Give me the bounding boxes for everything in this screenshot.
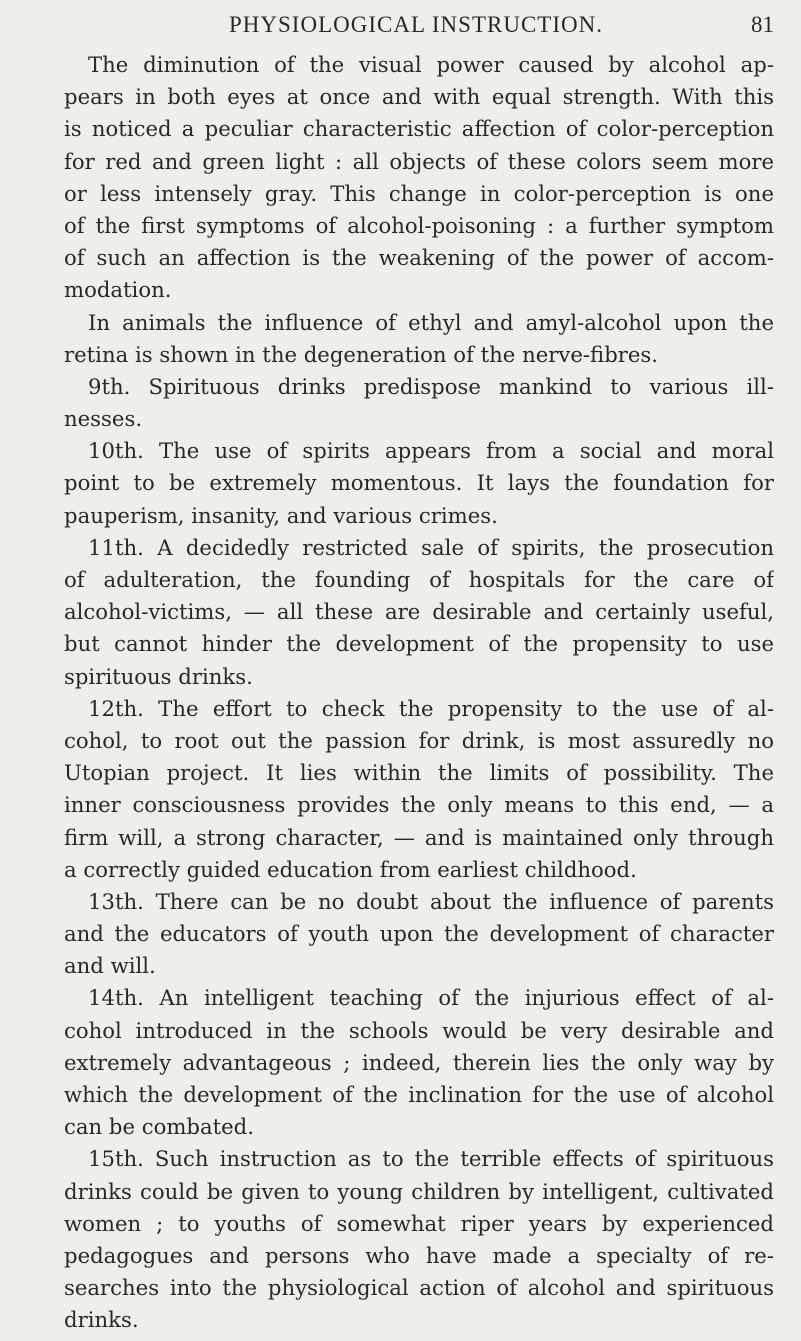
text-line: Utopian project. It lies within the limits of possibility. The: [64, 760, 774, 786]
text-line: for red and green light : all objects of these colors seem more: [64, 148, 774, 174]
text-line: cohol, to root out the passion for drink, is most assuredly no: [64, 727, 774, 753]
text-line: can be combated.: [64, 1114, 254, 1140]
body-text: [64, 49, 774, 1337]
text-line: 10th. The use of spirits appears from a social and moral: [88, 438, 774, 464]
text-line: searches into the physiological action of alcohol and spirituous: [64, 1275, 774, 1301]
text-line: 9th. Spirituous drinks predispose mankind to various ill-: [88, 373, 774, 399]
text-line: and will.: [64, 953, 156, 979]
text-line: pedagogues and persons who have made a specialty of re-: [64, 1242, 774, 1268]
text-line: or less intensely gray. This change in color-perception is one: [64, 180, 774, 206]
text-line: spirituous drinks.: [64, 663, 253, 689]
text-line: which the development of the inclination for the use of alcohol: [64, 1082, 774, 1107]
text-line: cohol introduced in the schools would be very desirable and: [64, 1017, 774, 1043]
running-head: PHYSIOLOGICAL INSTRUCTION.: [229, 12, 603, 37]
text-line: of the first symptoms of alcohol-poisoning : a further symptom: [64, 212, 774, 238]
text-line: 12th. The effort to check the propensity to the use of al-: [88, 695, 774, 721]
text-line: nesses.: [64, 406, 143, 432]
text-line: of adulteration, the founding of hospitals for the care of: [64, 567, 774, 592]
text-line: extremely advantageous ; indeed, therein lies the only way by: [64, 1049, 774, 1075]
text-line: In animals the influence of ethyl and amyl-alcohol upon the: [88, 309, 774, 335]
text-line: drinks.: [64, 1307, 139, 1333]
text-line: is noticed a peculiar characteristic affection of color-perception: [64, 116, 774, 142]
text-line: women ; to youths of somewhat riper years by experienced: [64, 1210, 774, 1236]
text-line: The diminution of the visual power caused by alcohol ap-: [88, 52, 774, 77]
text-line: modation.: [64, 277, 172, 303]
text-line: 13th. There can be no doubt about the influence of parents: [88, 888, 774, 914]
text-line: 14th. An intelligent teaching of the injurious effect of al-: [88, 985, 774, 1011]
text-line: but cannot hinder the development of the propensity to use: [64, 631, 774, 657]
text-line: inner consciousness provides the only means to this end, — a: [64, 792, 774, 818]
text-line: a correctly guided education from earliest childhood.: [64, 856, 637, 882]
text-line: alcohol-victims, — all these are desirable and certainly useful,: [64, 599, 774, 625]
text-line: 11th. A decidedly restricted sale of spirits, the prosecution: [88, 534, 774, 560]
text-line: retina is shown in the degeneration of the nerve-fibres.: [64, 341, 659, 367]
text-line: of such an affection is the weakening of the power of accom-: [64, 245, 774, 271]
text-line: firm will, a strong character, — and is maintained only through: [64, 824, 774, 850]
text-line: drinks could be given to young children by intelligent, cultivated: [64, 1178, 774, 1204]
page-header: [64, 12, 774, 44]
text-line: pears in both eyes at once and with equal strength. With this: [64, 84, 774, 110]
text-line: pauperism, insanity, and various crimes.: [64, 502, 498, 528]
text-line: 15th. Such instruction as to the terrible effects of spirituous: [88, 1146, 774, 1172]
text-line: and the educators of youth upon the development of character: [64, 921, 774, 947]
page-number: 81: [751, 12, 774, 37]
text-line: point to be extremely momentous. It lays the foundation for: [64, 470, 774, 496]
